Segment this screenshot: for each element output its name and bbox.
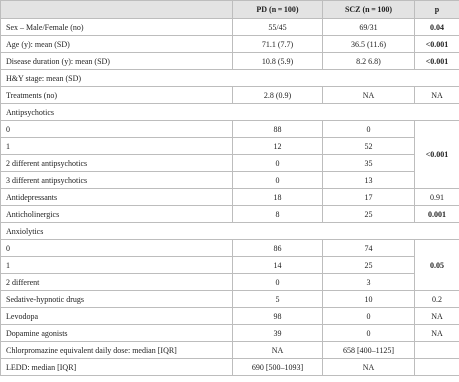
- table-row-sedative: [1, 291, 459, 308]
- cell-p-anxiolytics: 0.05: [415, 240, 459, 291]
- row-label: 0: [1, 240, 233, 257]
- table-row-hy: [1, 70, 459, 87]
- table-row-ap2: [1, 155, 459, 172]
- cell-pd: 0: [233, 155, 323, 172]
- header-scz: SCZ (n = 100): [323, 1, 415, 19]
- row-label: 0: [1, 121, 233, 138]
- section-label: H&Y stage: mean (SD): [1, 70, 459, 87]
- cell-p-antipsychotics: <0.001: [415, 121, 459, 189]
- table-row-age: [1, 36, 459, 53]
- cell-pd: 39: [233, 325, 323, 342]
- row-label: Dopamine agonists: [1, 325, 233, 342]
- row-label: Chlorpromazine equivalent daily dose: median [IQR]: [1, 342, 233, 359]
- cell-scz: NA: [323, 87, 415, 104]
- row-label: LEDD: median [IQR]: [1, 359, 233, 376]
- header-label-cell: [1, 1, 233, 19]
- cell-pd: 5: [233, 291, 323, 308]
- cell-scz: 36.5 (11.6): [323, 36, 415, 53]
- row-label: 1: [1, 138, 233, 155]
- cell-pd: 98: [233, 308, 323, 325]
- table-row-duration: [1, 53, 459, 70]
- cell-scz: 69/31: [323, 19, 415, 36]
- row-label: Anticholinergics: [1, 206, 233, 223]
- cell-pd: 12: [233, 138, 323, 155]
- cell-scz: 17: [323, 189, 415, 206]
- cell-scz: 10: [323, 291, 415, 308]
- cell-scz: 52: [323, 138, 415, 155]
- row-label: Antidepressants: [1, 189, 233, 206]
- cell-pd: 8: [233, 206, 323, 223]
- table-row-levodopa: [1, 308, 459, 325]
- cell-p: NA: [415, 325, 459, 342]
- cell-scz: 0: [323, 121, 415, 138]
- cell-scz: 3: [323, 274, 415, 291]
- cell-p: 0.91: [415, 189, 459, 206]
- table-row-ax1: [1, 257, 459, 274]
- table-row-ap0: [1, 121, 459, 138]
- cell-scz: NA: [323, 359, 415, 376]
- cell-p: [415, 342, 459, 359]
- cell-pd: 10.8 (5.9): [233, 53, 323, 70]
- cell-scz: 25: [323, 257, 415, 274]
- cell-pd: 2.8 (0.9): [233, 87, 323, 104]
- table-row-anticholinergics: [1, 206, 459, 223]
- row-label: Sex – Male/Female (no): [1, 19, 233, 36]
- cell-p: NA: [415, 308, 459, 325]
- header-p: p: [415, 1, 459, 19]
- cell-p: 0.04: [415, 19, 459, 36]
- cell-pd: 71.1 (7.7): [233, 36, 323, 53]
- cell-pd: 55/45: [233, 19, 323, 36]
- table-row-antidepressants: [1, 189, 459, 206]
- header-pd: PD (n = 100): [233, 1, 323, 19]
- row-label: Age (y): mean (SD): [1, 36, 233, 53]
- table-row-dopamine: [1, 325, 459, 342]
- table-row-ax0: [1, 240, 459, 257]
- cell-p: <0.001: [415, 53, 459, 70]
- cell-scz: 0: [323, 308, 415, 325]
- cell-scz: 13: [323, 172, 415, 189]
- cell-p: NA: [415, 87, 459, 104]
- cell-scz: 658 [400–1125]: [323, 342, 415, 359]
- table-row-ap1: [1, 138, 459, 155]
- cell-p: <0.001: [415, 36, 459, 53]
- table-row-ap3: [1, 172, 459, 189]
- cell-scz: 35: [323, 155, 415, 172]
- table-row-anxiolytics: [1, 223, 459, 240]
- row-label: 3 different antipsychotics: [1, 172, 233, 189]
- row-label: 2 different antipsychotics: [1, 155, 233, 172]
- cell-scz: 74: [323, 240, 415, 257]
- row-label: Levodopa: [1, 308, 233, 325]
- cell-scz: 0: [323, 325, 415, 342]
- cell-pd: 0: [233, 274, 323, 291]
- cell-pd: 0: [233, 172, 323, 189]
- cell-pd: 86: [233, 240, 323, 257]
- cell-pd: 14: [233, 257, 323, 274]
- table-row-ax2: [1, 274, 459, 291]
- cell-pd: 690 [500–1093]: [233, 359, 323, 376]
- row-label: Treatments (no): [1, 87, 233, 104]
- cell-pd: 18: [233, 189, 323, 206]
- table-row-chlorpromazine: [1, 342, 459, 359]
- table-row-ledd: [1, 359, 459, 376]
- row-label: Disease duration (y): mean (SD): [1, 53, 233, 70]
- table-row-treatments: [1, 87, 459, 104]
- row-label: Sedative-hypnotic drugs: [1, 291, 233, 308]
- cell-scz: 8.2 6.8): [323, 53, 415, 70]
- row-label: 1: [1, 257, 233, 274]
- cell-p: 0.001: [415, 206, 459, 223]
- cell-pd: NA: [233, 342, 323, 359]
- section-label: Antipsychotics: [1, 104, 459, 121]
- cell-p: [415, 359, 459, 376]
- row-label: 2 different: [1, 274, 233, 291]
- table-row-antipsychotics: [1, 104, 459, 121]
- cell-p: 0.2: [415, 291, 459, 308]
- table-row-sex: [1, 19, 459, 36]
- section-label: Anxiolytics: [1, 223, 459, 240]
- cell-scz: 25: [323, 206, 415, 223]
- cell-pd: 88: [233, 121, 323, 138]
- header-row: [1, 1, 459, 19]
